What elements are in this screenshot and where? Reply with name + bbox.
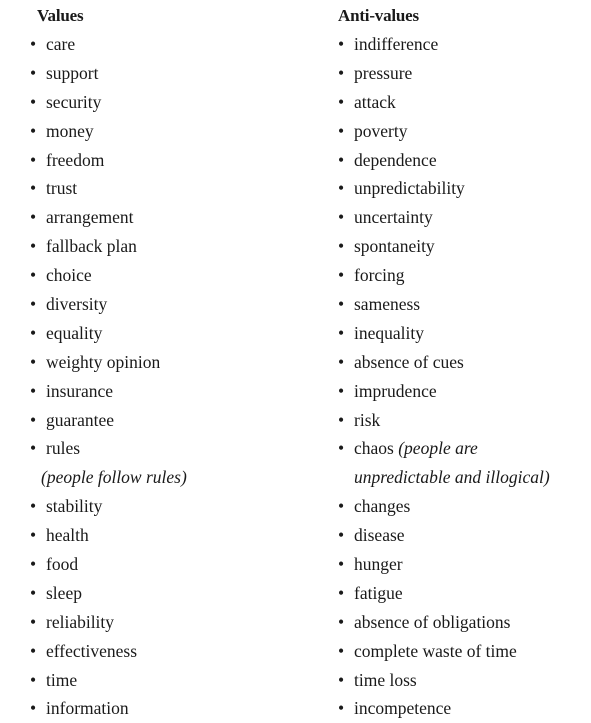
list-item xyxy=(338,146,588,175)
anti-values-list xyxy=(338,30,588,723)
list-item-label: diversity xyxy=(46,294,108,315)
bullet-icon: • xyxy=(30,351,37,372)
list-item-label: arrangement xyxy=(46,207,134,228)
list-item xyxy=(338,377,588,406)
bullet-icon: • xyxy=(338,236,345,257)
list-item-label: fallback plan xyxy=(46,236,137,257)
bullet-icon: • xyxy=(30,438,37,459)
list-item-label: care xyxy=(46,34,76,54)
list-item-note: (people are xyxy=(398,438,478,459)
bullet-icon: • xyxy=(338,120,345,141)
bullet-icon: • xyxy=(30,178,37,199)
list-item xyxy=(338,694,588,723)
list-item-label: risk xyxy=(354,409,381,430)
bullet-icon: • xyxy=(338,149,345,170)
list-item xyxy=(338,434,588,463)
list-item-label: freedom xyxy=(46,149,105,170)
bullet-icon: • xyxy=(30,91,37,112)
list-item xyxy=(338,59,588,88)
list-item-label: stability xyxy=(46,496,103,517)
bullet-icon: • xyxy=(338,62,345,83)
list-item xyxy=(338,261,588,290)
list-item xyxy=(338,232,588,261)
list-item xyxy=(30,290,320,319)
bullet-icon: • xyxy=(30,698,37,719)
list-item xyxy=(30,550,320,579)
list-item xyxy=(30,261,320,290)
list-item-label: support xyxy=(46,62,99,83)
list-item-label: money xyxy=(46,120,94,141)
list-item xyxy=(338,117,588,146)
list-item xyxy=(338,348,588,377)
list-item-label: absence of obligations xyxy=(354,611,511,632)
values-list xyxy=(30,30,320,723)
list-item xyxy=(338,290,588,319)
list-item xyxy=(338,406,588,435)
bullet-icon: • xyxy=(30,149,37,170)
list-item-label: health xyxy=(46,525,89,546)
list-item xyxy=(30,59,320,88)
list-item-note-line xyxy=(30,463,320,492)
list-item-label: rules xyxy=(46,438,81,459)
list-item-label: chaos xyxy=(354,438,394,459)
bullet-icon: • xyxy=(338,669,345,690)
list-item xyxy=(30,319,320,348)
list-item xyxy=(338,521,588,550)
bullet-icon: • xyxy=(338,91,345,112)
bullet-icon: • xyxy=(30,120,37,141)
list-item-label: imprudence xyxy=(354,380,437,401)
list-item xyxy=(30,406,320,435)
list-item-label: weighty opinion xyxy=(46,351,161,372)
list-item xyxy=(30,88,320,117)
anti-values-column xyxy=(338,2,588,723)
list-item-label: complete waste of time xyxy=(354,640,517,661)
list-item-label: spontaneity xyxy=(354,236,435,257)
bullet-icon: • xyxy=(30,322,37,343)
list-item-label: guarantee xyxy=(46,409,115,430)
list-item-label: security xyxy=(46,91,102,112)
bullet-icon: • xyxy=(30,409,37,430)
list-item xyxy=(338,319,588,348)
list-item-label: unpredictability xyxy=(354,178,465,199)
list-item-label: sleep xyxy=(46,582,82,603)
values-column xyxy=(30,2,320,723)
bullet-icon: • xyxy=(338,698,345,719)
list-item-label: insurance xyxy=(46,380,114,401)
list-item-label: reliability xyxy=(46,611,115,632)
list-item-label: trust xyxy=(46,178,78,199)
bullet-icon: • xyxy=(338,525,345,546)
list-item-note: (people follow rules) xyxy=(41,467,187,488)
list-item xyxy=(338,30,588,59)
list-item-label: attack xyxy=(354,91,396,112)
bullet-icon: • xyxy=(30,640,37,661)
list-item-label: information xyxy=(46,698,129,719)
bullet-icon: • xyxy=(338,409,345,430)
list-item xyxy=(30,377,320,406)
list-item-label: hunger xyxy=(354,554,403,575)
list-item-label: fatigue xyxy=(354,582,403,603)
bullet-icon: • xyxy=(30,34,37,54)
anti-values-heading: Anti-values xyxy=(338,6,419,25)
bullet-icon: • xyxy=(30,265,37,286)
list-item xyxy=(30,117,320,146)
list-item-label: equality xyxy=(46,322,103,343)
bullet-icon: • xyxy=(30,62,37,83)
list-item xyxy=(30,694,320,723)
bullet-icon: • xyxy=(30,207,37,228)
bullet-icon: • xyxy=(338,322,345,343)
list-item xyxy=(338,637,588,666)
list-item xyxy=(30,348,320,377)
list-item xyxy=(30,232,320,261)
bullet-icon: • xyxy=(30,554,37,575)
list-item-label: pressure xyxy=(354,62,413,83)
list-item xyxy=(338,492,588,521)
bullet-icon: • xyxy=(338,207,345,228)
bullet-icon: • xyxy=(338,380,345,401)
bullet-icon: • xyxy=(338,496,345,517)
list-item-label: dependence xyxy=(354,149,437,170)
bullet-icon: • xyxy=(30,496,37,517)
list-item xyxy=(30,521,320,550)
list-item-label: sameness xyxy=(354,294,421,315)
list-item xyxy=(338,608,588,637)
bullet-icon: • xyxy=(338,438,345,459)
list-item-label: disease xyxy=(354,525,405,546)
list-item xyxy=(338,174,588,203)
list-item-label: poverty xyxy=(354,120,408,141)
list-item-label: forcing xyxy=(354,265,405,286)
bullet-icon: • xyxy=(338,178,345,199)
list-item xyxy=(30,203,320,232)
list-item xyxy=(338,666,588,695)
bullet-icon: • xyxy=(338,294,345,315)
bullet-icon: • xyxy=(30,294,37,315)
list-item-note: unpredictable and illogical) xyxy=(354,467,550,488)
list-item-label: choice xyxy=(46,265,92,286)
list-item-label: inequality xyxy=(354,322,424,343)
list-item xyxy=(30,637,320,666)
list-item-note-line xyxy=(338,463,588,492)
list-item-label: changes xyxy=(354,496,411,517)
list-item xyxy=(30,434,320,463)
list-item xyxy=(30,608,320,637)
bullet-icon: • xyxy=(338,34,345,54)
list-item-label: effectiveness xyxy=(46,640,138,661)
bullet-icon: • xyxy=(338,640,345,661)
bullet-icon: • xyxy=(30,611,37,632)
list-item xyxy=(30,666,320,695)
list-item xyxy=(338,88,588,117)
bullet-icon: • xyxy=(30,582,37,603)
list-item-label: absence of cues xyxy=(354,351,464,372)
list-item-label: incompetence xyxy=(354,698,452,719)
bullet-icon: • xyxy=(30,236,37,257)
list-item xyxy=(30,579,320,608)
bullet-icon: • xyxy=(30,525,37,546)
list-item-label: time loss xyxy=(354,669,417,690)
list-item xyxy=(30,492,320,521)
bullet-icon: • xyxy=(338,351,345,372)
list-item-label: food xyxy=(46,554,79,575)
list-item xyxy=(338,579,588,608)
list-item-label: uncertainty xyxy=(354,207,433,228)
list-item xyxy=(30,146,320,175)
list-item xyxy=(338,550,588,579)
bullet-icon: • xyxy=(338,611,345,632)
list-item-label: time xyxy=(46,669,78,690)
bullet-icon: • xyxy=(338,554,345,575)
values-heading: Values xyxy=(37,6,84,25)
bullet-icon: • xyxy=(30,669,37,690)
bullet-icon: • xyxy=(338,582,345,603)
list-item xyxy=(338,203,588,232)
list-item xyxy=(30,174,320,203)
list-item-label: indifference xyxy=(354,34,439,54)
list-item xyxy=(30,30,320,59)
bullet-icon: • xyxy=(338,265,345,286)
bullet-icon: • xyxy=(30,380,37,401)
